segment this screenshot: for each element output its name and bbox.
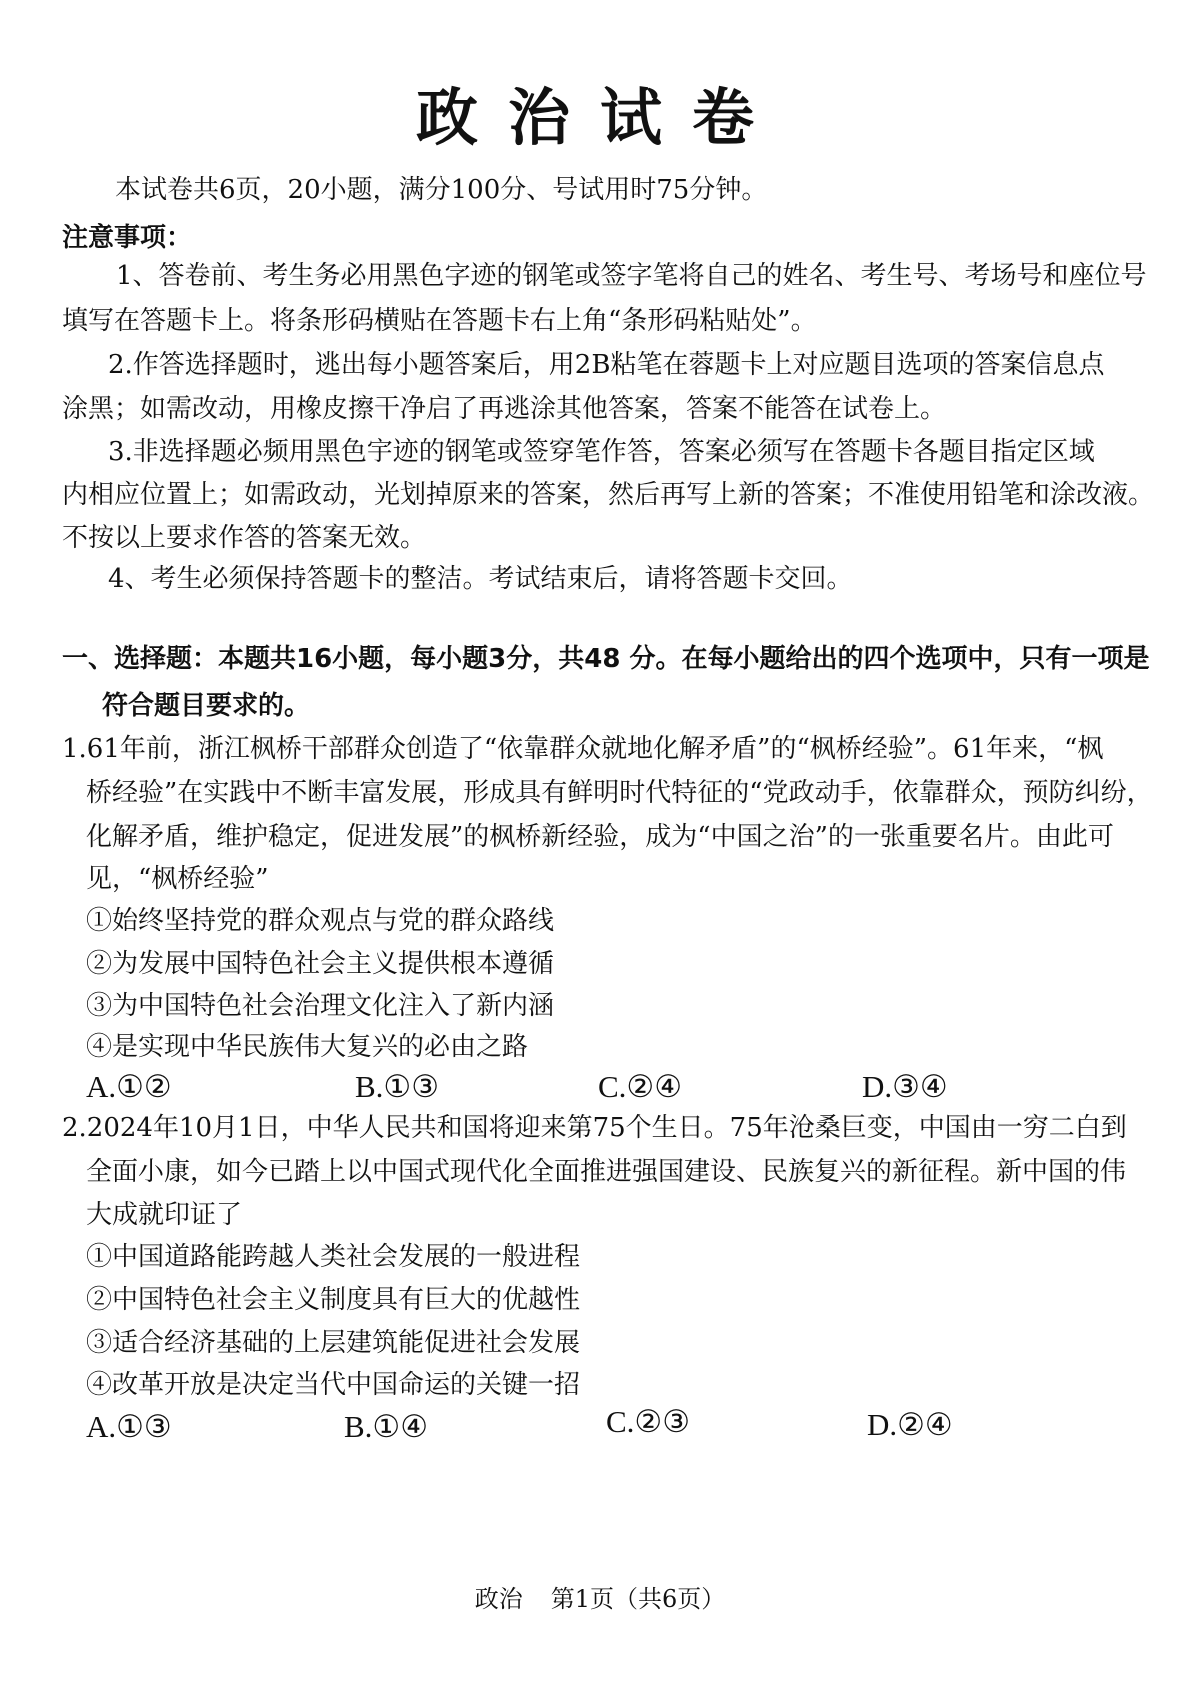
- section-1-heading: 一、选择题：本题共16小题，每小题3分，共48 分。在每小题给出的四个选项中，只有一项是: [62, 644, 1150, 674]
- q1-option-c: C.②④: [598, 1069, 683, 1104]
- q2-statement-3: ③适合经济基础的上层建筑能促进社会发展: [86, 1328, 581, 1358]
- notice-3-line-2: 内相应位置上；如需政动，光划掉原来的答案，然后再写上新的答案；不准使用铅笔和涂改液。: [62, 480, 1155, 510]
- notice-3-line-3: 不按以上要求作答的答案无效。: [62, 523, 427, 553]
- q2-statement-2: ②中国特色社会主义制度具有巨大的优越性: [86, 1285, 581, 1315]
- page-footer: [0, 1583, 1200, 1615]
- notice-1-line-2: 填写在答题卡上。将条形码横贴在答题卡右上角“条形码粘贴处”。: [62, 306, 817, 336]
- q2-statement-4: ④改革开放是决定当代中国命运的关键一招: [86, 1370, 581, 1400]
- q1-option-d: D.③④: [862, 1069, 948, 1104]
- q1-stem-line-1: 1.61年前，浙江枫桥干部群众创造了“依靠群众就地化解矛盾”的“枫桥经验”。61年来，“枫: [62, 734, 1104, 764]
- notice-4-line-1: 4、考生必须保持答题卡的整洁。考试结束后，请将答题卡交回。: [108, 564, 853, 594]
- q2-option-c: C.②③: [606, 1404, 691, 1439]
- q2-stem-line-1: 2.2024年10月1日，中华人民共和国将迎来第75个生日。75年沧桑巨变，中国由一穷二白到: [62, 1113, 1127, 1143]
- notice-3-line-1: 3.非选择题必频用黑色宇迹的钢笔或签穿笔作答，答案必须写在答题卡各题目指定区域: [108, 437, 1095, 467]
- q2-option-d: D.②④: [867, 1407, 953, 1442]
- notice-heading: 注意事项：: [62, 223, 193, 253]
- q1-option-a: A.①②: [86, 1069, 172, 1104]
- q1-stem-line-4: 见，“枫桥经验”: [86, 864, 269, 894]
- q2-option-a: A.①③: [86, 1409, 172, 1444]
- q2-option-b: B.①④: [344, 1409, 429, 1444]
- footer-page-number: 第1页（共6页）: [550, 1585, 726, 1613]
- page-title: 政治试卷: [415, 81, 784, 154]
- notice-2-line-1: 2.作答选择题时，逃出每小题答案后，用2B粘笔在蓉题卡上对应题目选项的答案信息点: [108, 350, 1105, 380]
- q1-statement-4: ④是实现中华民族伟大复兴的必由之路: [86, 1032, 529, 1062]
- q1-stem-line-2: 桥经验”在实践中不断丰富发展，形成具有鲜明时代特征的“党政动手，依靠群众，预防纠纷，: [86, 778, 1153, 808]
- q1-statement-1: ①始终坚持党的群众观点与党的群众路线: [86, 906, 555, 936]
- q1-stem-line-3: 化解矛盾，维护稳定，促进发展”的枫桥新经验，成为“中国之治”的一张重要名片。由此可: [86, 822, 1114, 852]
- notice-1-line-1: 1、答卷前、考生务必用黑色字迹的钢笔或签字笔将自己的姓名、考生号、考场号和座位号: [116, 261, 1147, 291]
- q1-statement-2: ②为发展中国特色社会主义提供根本遵循: [86, 949, 555, 979]
- section-1-heading-cont: 符合题目要求的。: [102, 691, 311, 721]
- q2-stem-line-2: 全面小康，如今已踏上以中国式现代化全面推进强国建设、民族复兴的新征程。新中国的伟: [86, 1157, 1127, 1187]
- q2-statement-1: ①中国道路能跨越人类社会发展的一般进程: [86, 1242, 581, 1272]
- q2-stem-line-3: 大成就印证了: [86, 1200, 243, 1230]
- exam-intro: 本试卷共6页，20小题，满分100分、号试用时75分钟。: [115, 175, 768, 205]
- footer-subject: 政治: [474, 1585, 523, 1613]
- q1-statement-3: ③为中国特色社会治理文化注入了新内涵: [86, 991, 555, 1021]
- q1-option-b: B.①③: [355, 1069, 440, 1104]
- notice-2-line-2: 涂黑；如需改动，用橡皮擦干净启了再逃涂其他答案，答案不能答在试卷上。: [62, 394, 947, 424]
